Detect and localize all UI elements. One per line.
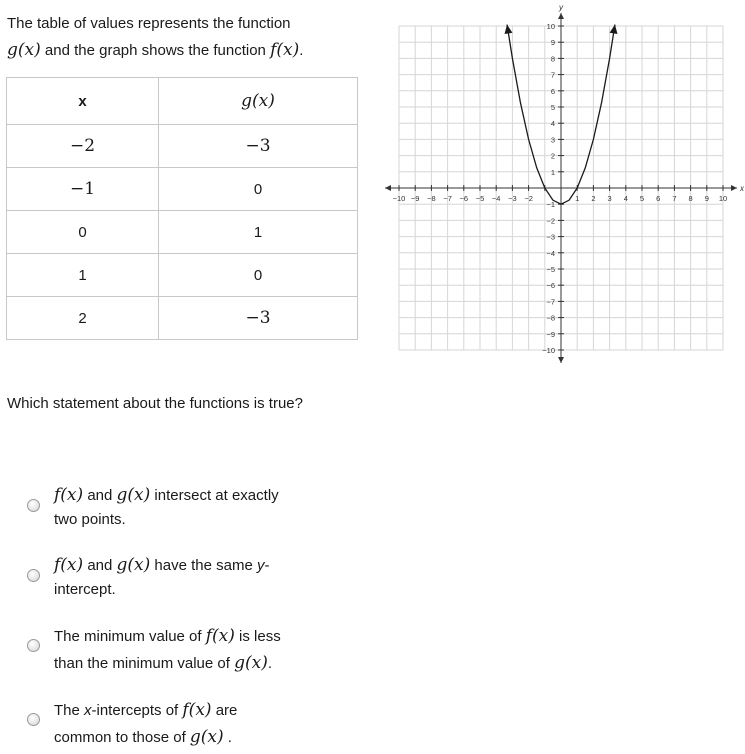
choice-text-segment: - bbox=[264, 557, 270, 574]
choice-a-line-1 bbox=[54, 483, 344, 508]
header-g bbox=[159, 78, 358, 125]
table-header-row bbox=[7, 78, 358, 125]
x-tick-label: 2 bbox=[591, 194, 596, 203]
y-tick-label: 6 bbox=[550, 86, 555, 96]
x-tick-label: −6 bbox=[459, 194, 469, 203]
variable-y: y bbox=[257, 557, 265, 574]
x-tick-label: −3 bbox=[508, 194, 517, 203]
y-axis-arrow-up bbox=[558, 13, 564, 19]
x-tick-label: 6 bbox=[656, 194, 661, 203]
x-tick-label: 9 bbox=[704, 194, 709, 203]
cell-x bbox=[7, 168, 159, 211]
y-axis-arrow-down bbox=[558, 357, 564, 363]
g-label: g(x) bbox=[116, 555, 151, 575]
choice-c-text[interactable] bbox=[54, 623, 344, 677]
question-text: Which statement about the functions is true? bbox=[7, 395, 303, 412]
y-tick-label: 1 bbox=[550, 167, 555, 177]
table-row bbox=[7, 254, 358, 297]
x-tick-label: 8 bbox=[688, 194, 693, 203]
cell-x-value: 2 bbox=[78, 309, 87, 327]
g-function-label: g(x) bbox=[7, 40, 41, 60]
y-tick-label: 4 bbox=[550, 119, 555, 129]
intro-line-2 bbox=[7, 37, 367, 64]
radio-button-d[interactable] bbox=[27, 713, 40, 726]
y-axis-label: y bbox=[559, 3, 563, 12]
cell-x bbox=[7, 254, 159, 297]
x-tick-label: 10 bbox=[718, 194, 728, 203]
choice-text-segment: are bbox=[211, 702, 238, 719]
choice-text-segment: . bbox=[267, 655, 272, 672]
cell-g bbox=[159, 254, 358, 297]
cell-x-value: −1 bbox=[69, 179, 96, 199]
cell-x-value: 0 bbox=[78, 223, 87, 241]
x-tick-label: −5 bbox=[475, 194, 485, 203]
choice-text-segment: -intercepts of bbox=[91, 702, 183, 719]
g-label: g(x) bbox=[116, 485, 151, 505]
choice-b-text[interactable] bbox=[54, 553, 344, 602]
table-row bbox=[7, 125, 358, 168]
cell-g-value: −3 bbox=[245, 308, 271, 328]
header-g-label: g(x) bbox=[241, 91, 275, 111]
intro-period: . bbox=[299, 42, 304, 59]
f-label: f(x) bbox=[54, 485, 84, 505]
cell-g bbox=[159, 168, 358, 211]
choice-text-segment: is less bbox=[234, 628, 281, 645]
x-axis-label: x bbox=[740, 184, 744, 193]
cell-g-value: 0 bbox=[253, 266, 263, 284]
choice-d-text[interactable] bbox=[54, 697, 344, 751]
choice-text-segment: and bbox=[83, 557, 117, 574]
table-row bbox=[7, 211, 358, 254]
y-tick-label: −4 bbox=[546, 248, 555, 258]
intro-text: and the graph shows the function bbox=[40, 42, 271, 59]
y-tick-label: 3 bbox=[550, 135, 555, 145]
f-label: f(x) bbox=[205, 626, 235, 646]
choice-text-segment: and bbox=[83, 487, 117, 504]
choice-d-line-2 bbox=[54, 724, 344, 751]
y-tick-label: −9 bbox=[546, 329, 555, 339]
x-axis-arrow-left bbox=[385, 185, 391, 191]
y-tick-label: −6 bbox=[546, 281, 555, 291]
radio-button-b[interactable] bbox=[27, 569, 40, 582]
g-label: g(x) bbox=[234, 653, 268, 673]
f-label: f(x) bbox=[182, 700, 212, 720]
radio-button-a[interactable] bbox=[27, 499, 40, 512]
choice-b-line-1 bbox=[54, 553, 344, 578]
x-tick-label: −9 bbox=[410, 194, 420, 203]
table-row bbox=[7, 297, 358, 340]
g-label: g(x) bbox=[189, 727, 224, 747]
table-row bbox=[7, 168, 358, 211]
function-graph bbox=[381, 0, 745, 365]
y-tick-label: 7 bbox=[550, 70, 555, 80]
choice-d-line-1 bbox=[54, 697, 344, 724]
y-tick-label: −3 bbox=[546, 232, 555, 242]
x-tick-label: −7 bbox=[443, 194, 452, 203]
y-tick-label: −7 bbox=[546, 297, 555, 307]
header-x: x bbox=[7, 78, 159, 125]
x-tick-label: −8 bbox=[427, 194, 436, 203]
problem-intro bbox=[7, 10, 367, 64]
choice-c-line-2 bbox=[54, 650, 344, 677]
cell-g-value: 0 bbox=[253, 180, 263, 198]
choice-text-segment: The bbox=[54, 702, 85, 719]
x-tick-label: 1 bbox=[575, 194, 580, 203]
y-tick-label: 5 bbox=[550, 103, 555, 112]
y-tick-label: 2 bbox=[550, 151, 555, 161]
x-tick-label: 3 bbox=[607, 194, 612, 203]
y-tick-label: 9 bbox=[550, 38, 555, 48]
cell-g-value: 1 bbox=[253, 223, 263, 241]
cell-x bbox=[7, 125, 159, 168]
f-label: f(x) bbox=[54, 555, 84, 575]
y-tick-label: −5 bbox=[546, 265, 555, 274]
choice-a-line-2: two points. bbox=[54, 511, 126, 528]
cell-x bbox=[7, 297, 159, 340]
choice-text-segment: The minimum value of bbox=[54, 628, 206, 645]
variable-x: x bbox=[84, 702, 92, 719]
choice-text-segment: than the minimum value of bbox=[54, 655, 235, 672]
choice-c-line-1 bbox=[54, 623, 344, 650]
cell-g bbox=[159, 125, 358, 168]
cell-x bbox=[7, 211, 159, 254]
x-tick-label: 5 bbox=[639, 194, 645, 203]
y-tick-label: −8 bbox=[546, 313, 555, 323]
choice-text-segment: intersect at exactly bbox=[150, 487, 279, 504]
x-tick-label: −4 bbox=[491, 194, 501, 203]
table-of-values bbox=[6, 77, 358, 340]
x-tick-label: 7 bbox=[672, 194, 677, 203]
y-tick-label: 8 bbox=[550, 54, 555, 64]
x-tick-label: −2 bbox=[524, 194, 533, 203]
choice-a-text[interactable] bbox=[54, 483, 344, 532]
y-tick-label: 10 bbox=[546, 22, 555, 31]
radio-button-c[interactable] bbox=[27, 639, 40, 652]
x-tick-label: −10 bbox=[392, 194, 406, 203]
y-tick-label: −10 bbox=[542, 346, 555, 355]
cell-g bbox=[159, 211, 358, 254]
intro-line-1: The table of values represents the function bbox=[7, 15, 291, 32]
choice-text-segment: . bbox=[223, 729, 232, 746]
cell-g bbox=[159, 297, 358, 340]
cell-x-value: −2 bbox=[69, 136, 96, 156]
y-tick-label: −1 bbox=[546, 200, 555, 210]
cell-g-value: −3 bbox=[245, 136, 271, 156]
choice-text-segment: common to those of bbox=[54, 729, 190, 746]
f-function-label: f(x) bbox=[270, 40, 300, 60]
cell-x-value: 1 bbox=[78, 266, 87, 284]
choice-text-segment: have the same bbox=[150, 557, 257, 574]
y-tick-label: −2 bbox=[546, 216, 555, 226]
choice-b-line-2: intercept. bbox=[54, 581, 116, 598]
x-axis-arrow-right bbox=[731, 185, 737, 191]
x-tick-label: 4 bbox=[623, 194, 628, 203]
